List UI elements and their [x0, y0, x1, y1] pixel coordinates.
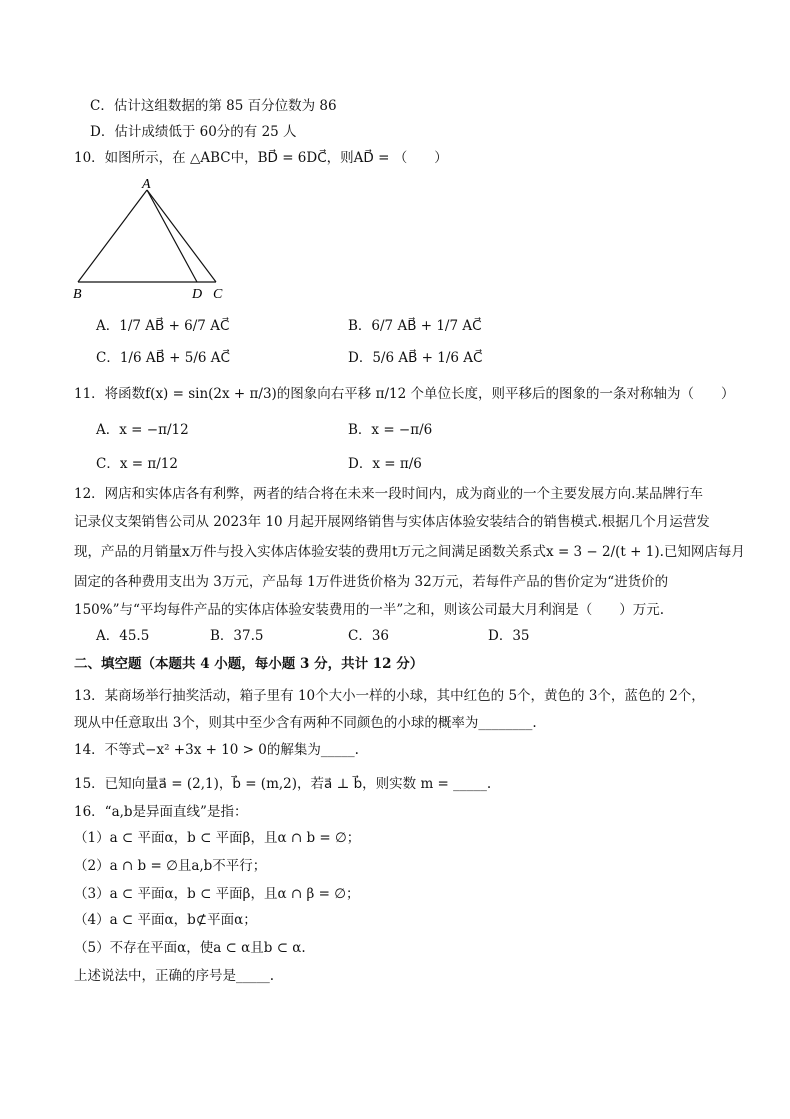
label-b: B — [73, 287, 82, 302]
q10-option-a: A．1/7 AB⃗ + 6/7 AC⃗ — [96, 318, 230, 334]
q12-line-4: 固定的各种费用支出为 3万元，产品每 1万件进货价格为 32万元，若每件产品的售价定为“进货价的 — [74, 574, 669, 590]
q13-line-1: 13．某商场举行抽奖活动，箱子里有 10个大小一样的小球，其中红色的 5个，黄色的 3个，蓝色的 2个， — [74, 688, 705, 704]
q16-conclusion: 上述说法中，正确的序号是_____. — [74, 968, 275, 984]
q11-option-d: D．x = π/6 — [348, 456, 422, 472]
q12-option-c: C．36 — [348, 628, 390, 644]
q16-item-2: （2）a ∩ b = ∅且a,b不平行； — [74, 858, 267, 874]
q15-text: 15．已知向量a⃗ = (2,1)，b⃗ = (m,2)，若a⃗ ⊥ b⃗，则实数 m = _____. — [74, 776, 492, 792]
edge-ac — [147, 190, 216, 282]
q16-item-3: （3）a ⊂ 平面α，b ⊂ 平面β，且α ∩ β = ∅； — [74, 886, 360, 902]
q13-line-2: 现从中任意取出 3个，则其中至少含有两种不同颜色的小球的概率为________. — [74, 715, 537, 731]
q12-line-2: 记录仪支架销售公司从 2023年 10 月起开展网络销售与实体店体验安装结合的销售模式.根据几个月运营发 — [74, 514, 710, 530]
label-d: D — [192, 287, 203, 302]
q10-option-b: B．6/7 AB⃗ + 1/7 AC⃗ — [348, 318, 482, 334]
q9-option-c: C．估计这组数据的第 85 百分位数为 86 — [90, 98, 337, 114]
q12-line-3: 现，产品的月销量x万件与投入实体店体验安装的费用t万元之间满足函数关系式x = 3 − 2/(t + 1).已知网店每月 — [74, 544, 745, 560]
section-2-heading: 二、填空题（本题共 4 小题，每小题 3 分，共计 12 分） — [74, 656, 424, 672]
q12-option-a: A．45.5 — [96, 628, 150, 644]
q12-line-5: 150%”与“平均每件产品的实体店体验安装费用的一半”之和，则该公司最大月利润是（ ）万元. — [74, 602, 665, 618]
q9-option-d: D．估计成绩低于 60分的有 25 人 — [90, 124, 297, 140]
q11-option-b: B．x = −π/6 — [348, 422, 433, 438]
q10-option-c: C．1/6 AB⃗ + 5/6 AC⃗ — [96, 350, 230, 366]
q16-item-4: （4）a ⊂ 平面α，b⊄平面α； — [74, 912, 257, 928]
label-c: C — [213, 287, 223, 302]
q10-stem: 10．如图所示，在 △ABC中，BD⃗ = 6DC⃗，则AD⃗ = （ ） — [74, 150, 448, 166]
q12-line-1: 12．网店和实体店各有利弊，两者的结合将在未来一段时间内，成为商业的一个主要发展方向.某品牌行车 — [74, 486, 703, 502]
q11-option-c: C．x = π/12 — [96, 456, 178, 472]
q12-option-b: B．37.5 — [210, 628, 264, 644]
q12-option-d: D．35 — [488, 628, 530, 644]
triangle-abc-figure — [70, 178, 240, 308]
q16-stem: 16．“a,b是异面直线”是指： — [74, 804, 248, 820]
edge-ab — [78, 190, 147, 282]
q16-item-1: （1）a ⊂ 平面α，b ⊂ 平面β，且α ∩ b = ∅； — [74, 830, 361, 846]
label-a: A — [142, 178, 151, 192]
q16-item-5: （5）不存在平面α，使a ⊂ α且b ⊂ α. — [74, 940, 306, 956]
q11-stem: 11．将函数f(x) = sin(2x + π/3)的图象向右平移 π/12 个单位长度，则平移后的图象的一条对称轴为（ ） — [74, 386, 735, 402]
q14-text: 14．不等式−x² +3x + 10 > 0的解集为_____. — [74, 742, 359, 758]
segment-ad — [147, 190, 197, 282]
q10-option-d: D．5/6 AB⃗ + 1/6 AC⃗ — [348, 350, 483, 366]
q11-option-a: A．x = −π/12 — [96, 422, 189, 438]
